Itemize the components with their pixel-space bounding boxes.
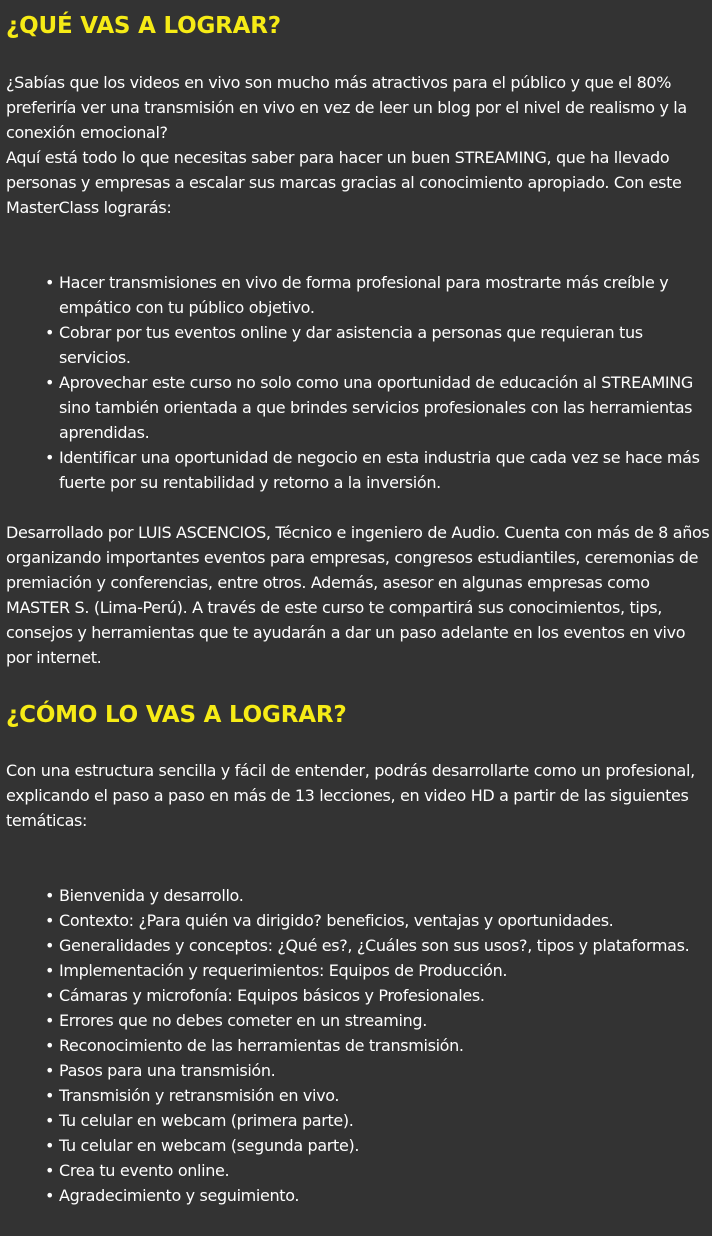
bullet-icon: • xyxy=(45,1136,55,1155)
how-intro: Con una estructura sencilla y fácil de entender, podrás desarrollarte como un profesional, explicando el paso a paso en más de 13 lecciones, en video HD a partir de las siguientes temáticas: xyxy=(6,761,695,830)
bullet-icon: • xyxy=(45,448,55,467)
list-item: • Generalidades y conceptos: ¿Qué es?, ¿Cuáles son sus usos?, tipos y plataformas. xyxy=(6,933,712,958)
list-item: • Pasos para una transmisión. xyxy=(6,1058,712,1083)
list-item: • Tu celular en webcam (segunda parte). xyxy=(6,1133,712,1158)
bullet-icon: • xyxy=(45,1111,55,1130)
topics-list xyxy=(6,883,712,1208)
list-item: • Contexto: ¿Para quién va dirigido? beneficios, ventajas y oportunidades. xyxy=(6,908,712,933)
intro-paragraph-2: Aquí está todo lo que necesitas saber para hacer un buen STREAMING, que ha llevado personas y empresas a escalar sus marcas gracias al conocimiento apropiado. Con este MasterClass lograrás: xyxy=(6,148,682,217)
bullet-icon: • xyxy=(45,1186,55,1205)
bullet-icon: • xyxy=(45,1061,55,1080)
list-item: • Agradecimiento y seguimiento. xyxy=(6,1183,712,1208)
bullet-icon: • xyxy=(45,961,55,980)
goals-intro xyxy=(6,70,712,220)
bullet-icon: • xyxy=(45,323,55,342)
bullet-icon: • xyxy=(45,1161,55,1180)
instructor-bio: Desarrollado por LUIS ASCENCIOS, Técnico e ingeniero de Audio. Cuenta con más de 8 años organizando importantes eventos para empresas, congresos estudiantiles, ceremonias de premiación y conferencias, entre otros. Además, asesor en algunas empresas como MASTER S. (Lima-Perú). A través de este curso te compartirá sus conocimientos, tips, consejos y herramientas que te ayudarán a dar un paso adelante en los eventos en vivo por internet. xyxy=(6,523,710,667)
bullet-icon: • xyxy=(45,373,55,392)
list-item: • Cámaras y microfonía: Equipos básicos y Profesionales. xyxy=(6,983,712,1008)
list-item: • Transmisión y retransmisión en vivo. xyxy=(6,1083,712,1108)
list-item: • Hacer transmisiones en vivo de forma profesional para mostrarte más creíble y empático con tu público objetivo. xyxy=(6,270,712,320)
section-title-how: ¿CÓMO LO VAS A LOGRAR? xyxy=(6,702,347,728)
bullet-icon: • xyxy=(45,936,55,955)
bullet-icon: • xyxy=(45,273,55,292)
list-item: • Reconocimiento de las herramientas de transmisión. xyxy=(6,1033,712,1058)
section-title-goals: ¿QUÉ VAS A LOGRAR? xyxy=(6,13,281,39)
goals-list xyxy=(6,270,712,495)
list-item: • Cobrar por tus eventos online y dar asistencia a personas que requieran tus servicios. xyxy=(6,320,712,370)
bullet-icon: • xyxy=(45,886,55,905)
list-item: • Bienvenida y desarrollo. xyxy=(6,883,712,908)
bullet-icon: • xyxy=(45,1011,55,1030)
bullet-icon: • xyxy=(45,986,55,1005)
list-item: • Aprovechar este curso no solo como una oportunidad de educación al STREAMING sino también orientada a que brindes servicios profesionales con las herramientas aprendidas. xyxy=(6,370,712,445)
list-item: • Crea tu evento online. xyxy=(6,1158,712,1183)
list-item: • Identificar una oportunidad de negocio en esta industria que cada vez se hace más fuerte por su rentabilidad y retorno a la inversión. xyxy=(6,445,712,495)
bullet-icon: • xyxy=(45,1086,55,1105)
bullet-icon: • xyxy=(45,1036,55,1055)
bullet-icon: • xyxy=(45,911,55,930)
list-item: • Tu celular en webcam (primera parte). xyxy=(6,1108,712,1133)
list-item: • Errores que no debes cometer en un streaming. xyxy=(6,1008,712,1033)
intro-paragraph-1: ¿Sabías que los videos en vivo son mucho más atractivos para el público y que el 80% preferiría ver una transmisión en vivo en vez de leer un blog por el nivel de realismo y la conexión emocional? xyxy=(6,73,687,142)
list-item: • Implementación y requerimientos: Equipos de Producción. xyxy=(6,958,712,983)
